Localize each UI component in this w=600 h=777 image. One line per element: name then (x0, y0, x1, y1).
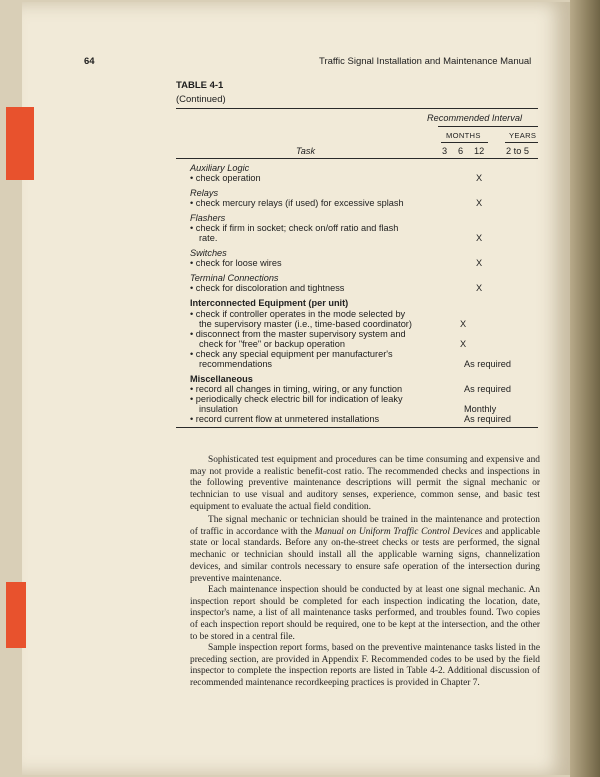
row-mark: As required (464, 359, 511, 369)
row-task-continued: check for "free" or backup operation (199, 339, 345, 349)
body-paragraph: Each maintenance inspection should be conducted by at least one signal mechanic. An inspection report should be completed for each inspection indicating the location, date, inspector's name, a list of all maintenance tasks performed, and troubles found. Two copies of each inspection report should be required, one to be kept at the intersection, and the other to be stored in a central file. (190, 585, 540, 642)
row-task: • check mercury relays (if used) for excessive splash (190, 198, 404, 208)
row-mark: X (476, 283, 483, 293)
row-task-continued: insulation (199, 404, 238, 414)
row-task: • check if firm in socket; check on/off ratio and flash (190, 223, 399, 233)
row-mark: As required (464, 414, 511, 424)
row-group-title: Miscellaneous (190, 374, 253, 384)
book-gutter (570, 0, 600, 777)
col-3-header: 3 (442, 146, 448, 156)
row-mark: X (476, 198, 483, 208)
col-years-header: 2 to 5 (506, 146, 529, 156)
row-mark: X (476, 233, 483, 243)
body-paragraph: Sophisticated test equipment and procedures can be time consuming and expensive and may not provide a realistic benefit-cost ratio. The recommended checks and inspections in the following preventive maintenance descriptions will permit the signal mechanic or technician to use visual and auditory senses, experience, common sense, and basic test equipment to evaluate the actual field condition. (190, 455, 540, 512)
running-title: Traffic Signal Installation and Maintenance Manual (319, 56, 532, 67)
page-marker-tab (6, 582, 26, 648)
years-rule (505, 142, 538, 143)
table-continued: (Continued) (176, 94, 226, 105)
table-bottom-rule (176, 427, 538, 428)
row-group-title: Flashers (190, 213, 226, 223)
row-task: • disconnect from the master supervisory system and (190, 329, 406, 339)
row-task-continued: the supervisory master (i.e., time-based coordinator) (199, 319, 412, 329)
row-task: • check for loose wires (190, 258, 282, 268)
body-paragraph: The signal mechanic or technician should be trained in the maintenance and protection of traffic in accordance with the Manual on Uniform Traffic Control Devices and applicable state or local standards. Before any on-the-street checks or tests are performed, the signal mechanic or technician should install all the applicable warning signs, channelization devices, and similar controls necessary to ensure safe operation of the intersection during preventive maintenance. (190, 515, 541, 584)
row-group-title: Relays (190, 188, 219, 198)
row-task: • check operation (190, 173, 261, 183)
table-header-rule (176, 158, 538, 159)
row-task-continued: rate. (199, 233, 218, 243)
row-mark: X (476, 258, 483, 268)
row-mark: X (460, 339, 467, 349)
col-6-header: 6 (458, 146, 464, 156)
months-header: MONTHS (446, 131, 481, 140)
col-12-header: 12 (474, 146, 485, 156)
row-group-title: Terminal Connections (190, 273, 279, 283)
months-rule (441, 142, 488, 143)
page-number: 64 (84, 56, 95, 67)
body-paragraph: Sample inspection report forms, based on the preventive maintenance tasks listed in the preceding section, are provided in Appendix F. Recommended codes to be used by the field inspector to complete the inspection reports are listed in Table 4-2. Additional discussion of recommended maintenance recordkeeping practices is provided in Chapter 7. (190, 643, 540, 689)
row-task: • check for discoloration and tightness (190, 283, 345, 293)
row-mark: Monthly (464, 404, 497, 414)
table-title: TABLE 4-1 (176, 80, 224, 91)
row-task: • check any special equipment per manufacturer's (190, 349, 393, 359)
row-group-title: Switches (190, 248, 227, 258)
years-header: YEARS (509, 131, 537, 140)
row-task: • record current flow at unmetered installations (190, 414, 380, 424)
page-marker-tab (6, 107, 34, 180)
row-mark: X (476, 173, 483, 183)
row-mark: As required (464, 384, 511, 394)
task-header: Task (296, 146, 316, 156)
row-mark: X (460, 319, 467, 329)
row-task-continued: recommendations (199, 359, 273, 369)
table-top-rule (176, 108, 538, 109)
row-task: • periodically check electric bill for indication of leaky (190, 394, 403, 404)
interval-rule (438, 126, 538, 127)
recommended-interval-header: Recommended Interval (427, 113, 522, 123)
row-group-title: Auxiliary Logic (190, 163, 250, 173)
row-task: • record all changes in timing, wiring, or any function (190, 384, 403, 394)
row-group-title: Interconnected Equipment (per unit) (190, 298, 349, 308)
row-task: • check if controller operates in the mode selected by (190, 309, 406, 319)
